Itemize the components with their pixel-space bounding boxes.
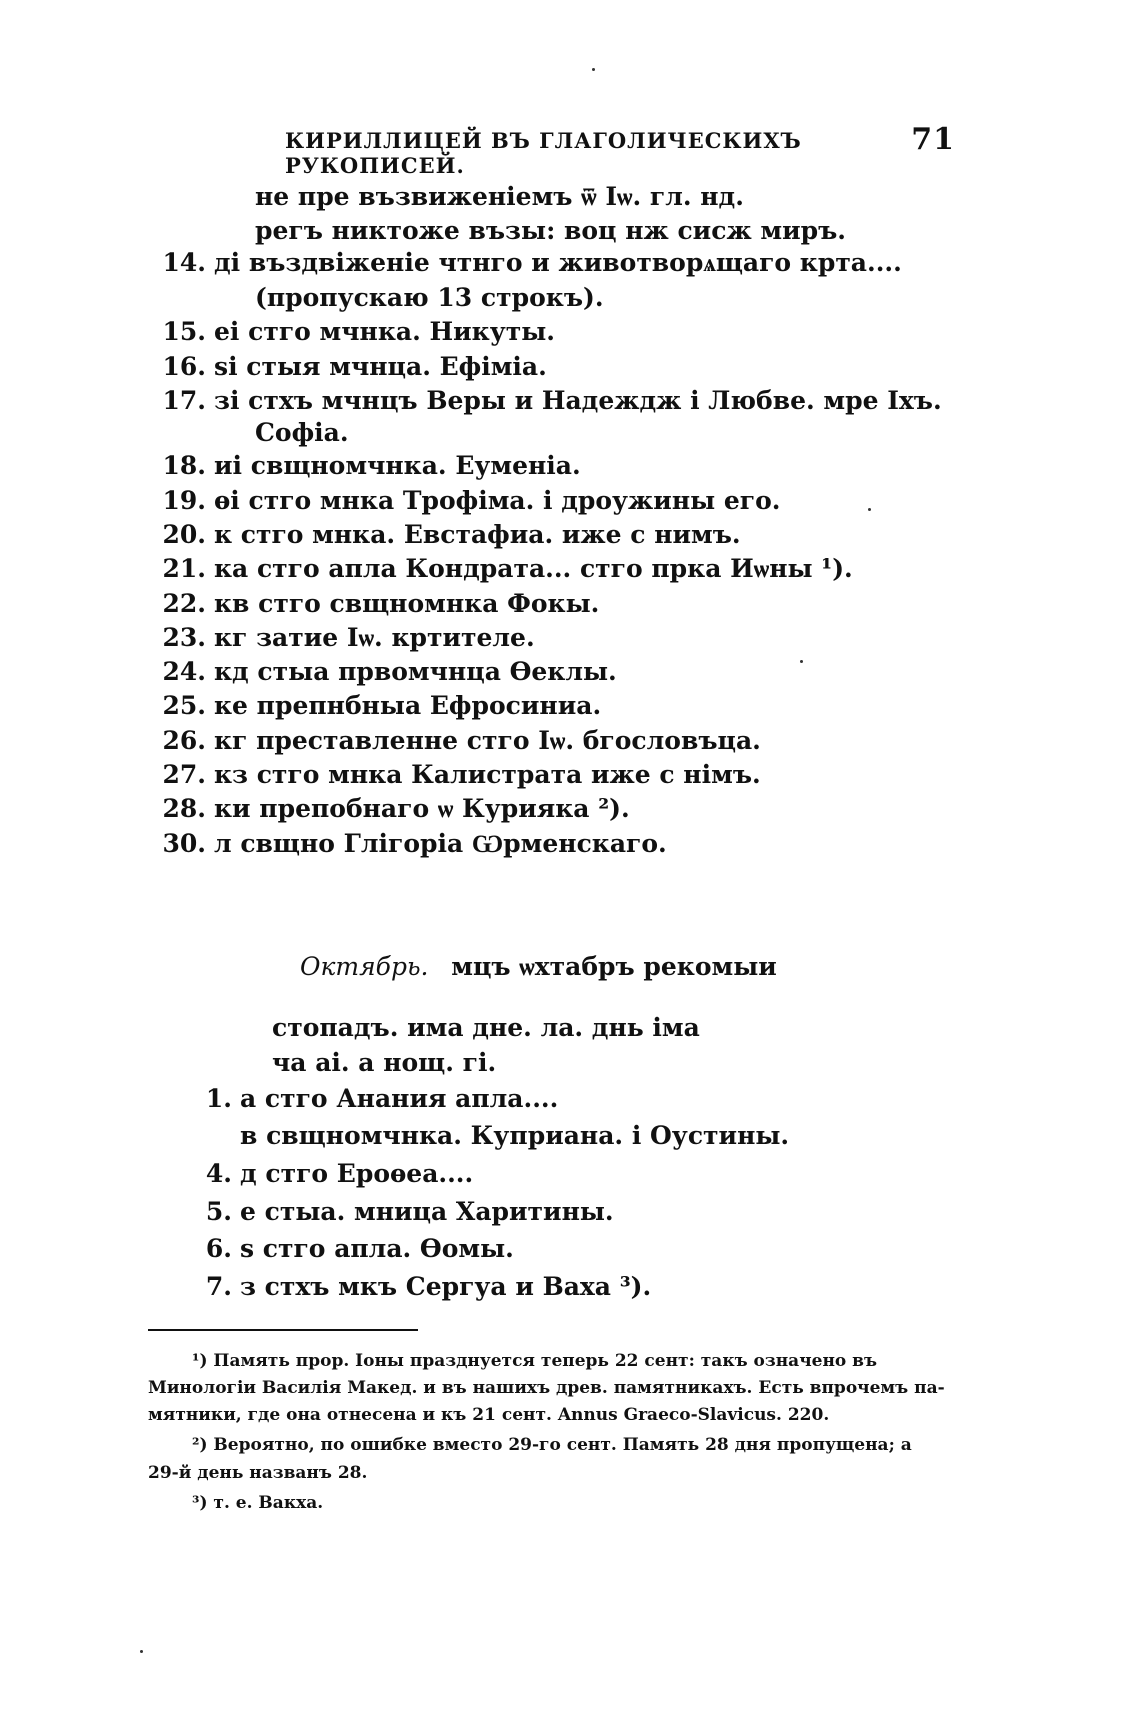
footnote-line: мятники, где она отнесена и къ 21 сент. Annus Graeco-Slavicus. 220.: [148, 1405, 830, 1425]
entry-text: а стго Анания апла....: [240, 1084, 559, 1113]
text-line: не пре възвиженіемъ ѿ Іѡ. гл. нд.: [255, 182, 744, 211]
calendar-entry: [162, 689, 602, 723]
entry-text: ѕі стыя мчнца. Ефіміа.: [214, 352, 547, 381]
text-line: регъ никтоже възы: воц нж сисж миръ.: [255, 216, 847, 245]
entry-text: л свщно Глігоріа Ѡрменскаго.: [214, 829, 667, 858]
entry-number: 17.: [162, 386, 206, 415]
calendar-entry: [162, 655, 617, 689]
calendar-entry: [162, 315, 555, 349]
entry-number: 30.: [162, 829, 206, 858]
entry-text: ке препнбныа Ефросиниа.: [214, 691, 602, 720]
calendar-entry: [162, 350, 547, 384]
entry-text: кг затие Іѡ. кртителе.: [214, 623, 535, 652]
month-label: Октябрь.: [300, 952, 429, 981]
calendar-entry: [205, 1232, 514, 1266]
entry-text: кг преставленне стго Іѡ. бгословъца.: [214, 726, 761, 755]
entry-text: з стхъ мкъ Сергуа и Ваха ³).: [240, 1272, 652, 1301]
entry-text: ки препобнаго ѡ Курияка ²).: [214, 794, 630, 823]
footnote-rule: [148, 1329, 418, 1331]
page-number: 71: [911, 122, 955, 157]
entry-text: ді въздвіженіе чтнго и животворѧщаго крта....: [214, 248, 902, 277]
entry-text: ѕ стго апла. Ѳомы.: [240, 1234, 514, 1263]
footnote-line: ²) Вероятно, по ошибке вместо 29-го сент. Память 28 дня пропущена; а: [192, 1435, 912, 1455]
calendar-entry: [162, 246, 902, 280]
entry-number: 25.: [162, 691, 206, 720]
entry-number: 18.: [162, 451, 206, 480]
running-title: КИРИЛЛИЦЕЙ ВЪ ГЛАГОЛИЧЕСКИХЪ РУКОПИСЕЙ.: [285, 128, 802, 178]
scan-speck: [868, 508, 871, 511]
text-line: ча аі. а нощ. гі.: [272, 1048, 497, 1077]
entry-text: иі свщномчнка. Еуменіа.: [214, 451, 581, 480]
footnote-line: ³) т. е. Вакха.: [192, 1493, 324, 1513]
footnote-line: 29-й день названъ 28.: [148, 1463, 368, 1483]
entry-text: е стыа. мница Харитины.: [240, 1197, 614, 1226]
entry-number: 23.: [162, 623, 206, 652]
entry-number: 28.: [162, 794, 206, 823]
entry-number: 20.: [162, 520, 206, 549]
calendar-entry: [162, 827, 667, 861]
calendar-entry: [240, 1119, 789, 1153]
calendar-entry: [162, 587, 600, 621]
entry-number: 27.: [162, 760, 206, 789]
calendar-entry: [205, 1195, 614, 1229]
entry-text: зі стхъ мчнцъ Веры и Надеждж і Любве. мре Іхъ.: [214, 386, 942, 415]
calendar-entry: [205, 1157, 474, 1191]
entry-text: (пропускаю 13 строкъ).: [255, 283, 604, 312]
calendar-entry: [162, 758, 761, 792]
entry-number: 4.: [205, 1159, 232, 1188]
calendar-entry: [255, 416, 349, 450]
scan-speck: [800, 660, 803, 663]
entry-number: 15.: [162, 317, 206, 346]
entry-text: Софіа.: [255, 418, 349, 447]
calendar-entry: [162, 518, 741, 552]
entry-number: 21.: [162, 554, 206, 583]
entry-number: 22.: [162, 589, 206, 618]
calendar-entry: [162, 384, 942, 418]
footnote-line: Минологіи Василія Макед. и въ нашихъ древ. памятникахъ. Есть впрочемъ па-: [148, 1378, 945, 1398]
entry-number: 24.: [162, 657, 206, 686]
entry-text: кз стго мнка Калистрата иже с німъ.: [214, 760, 761, 789]
entry-text: д стго Ероѳеа....: [240, 1159, 474, 1188]
calendar-entry: [162, 449, 581, 483]
calendar-entry: [162, 484, 781, 518]
entry-number: 6.: [205, 1234, 232, 1263]
calendar-entry: [162, 792, 630, 826]
month-heading-text: мцъ ѡхтабръ рекомыи: [451, 952, 777, 981]
entry-number: 26.: [162, 726, 206, 755]
calendar-entry: [205, 1270, 652, 1304]
calendar-entry: [162, 724, 761, 758]
entry-number: 5.: [205, 1197, 232, 1226]
entry-number: 7.: [205, 1272, 232, 1301]
scan-speck: [592, 68, 595, 71]
calendar-entry: [162, 552, 853, 586]
october-heading: [300, 950, 777, 984]
calendar-entry: [255, 281, 604, 315]
entry-number: 1.: [205, 1084, 232, 1113]
text-line: стопадъ. има дне. ла. днь іма: [272, 1013, 700, 1042]
calendar-entry: [162, 621, 535, 655]
entry-text: кв стго свщномнка Фокы.: [214, 589, 600, 618]
entry-text: ѳі стго мнка Трофіма. і дроужины его.: [214, 486, 781, 515]
footnote-line: ¹) Память прор. Іоны празднуется теперь 22 сент: такъ означено въ: [192, 1351, 878, 1371]
entry-text: еі стго мчнка. Никуты.: [214, 317, 555, 346]
entry-text: кд стыа првомчнца Ѳеклы.: [214, 657, 617, 686]
running-head: [285, 122, 955, 178]
entry-number: 16.: [162, 352, 206, 381]
entry-number: 14.: [162, 248, 206, 277]
entry-text: ка стго апла Кондрата... стго прка Иѡны ¹).: [214, 554, 853, 583]
scan-speck: [140, 1650, 143, 1653]
entry-text: в свщномчнка. Куприана. і Оустины.: [240, 1121, 790, 1150]
calendar-entry: [205, 1082, 559, 1116]
entry-number: 19.: [162, 486, 206, 515]
entry-text: к стго мнка. Евстафиа. иже с нимъ.: [214, 520, 741, 549]
